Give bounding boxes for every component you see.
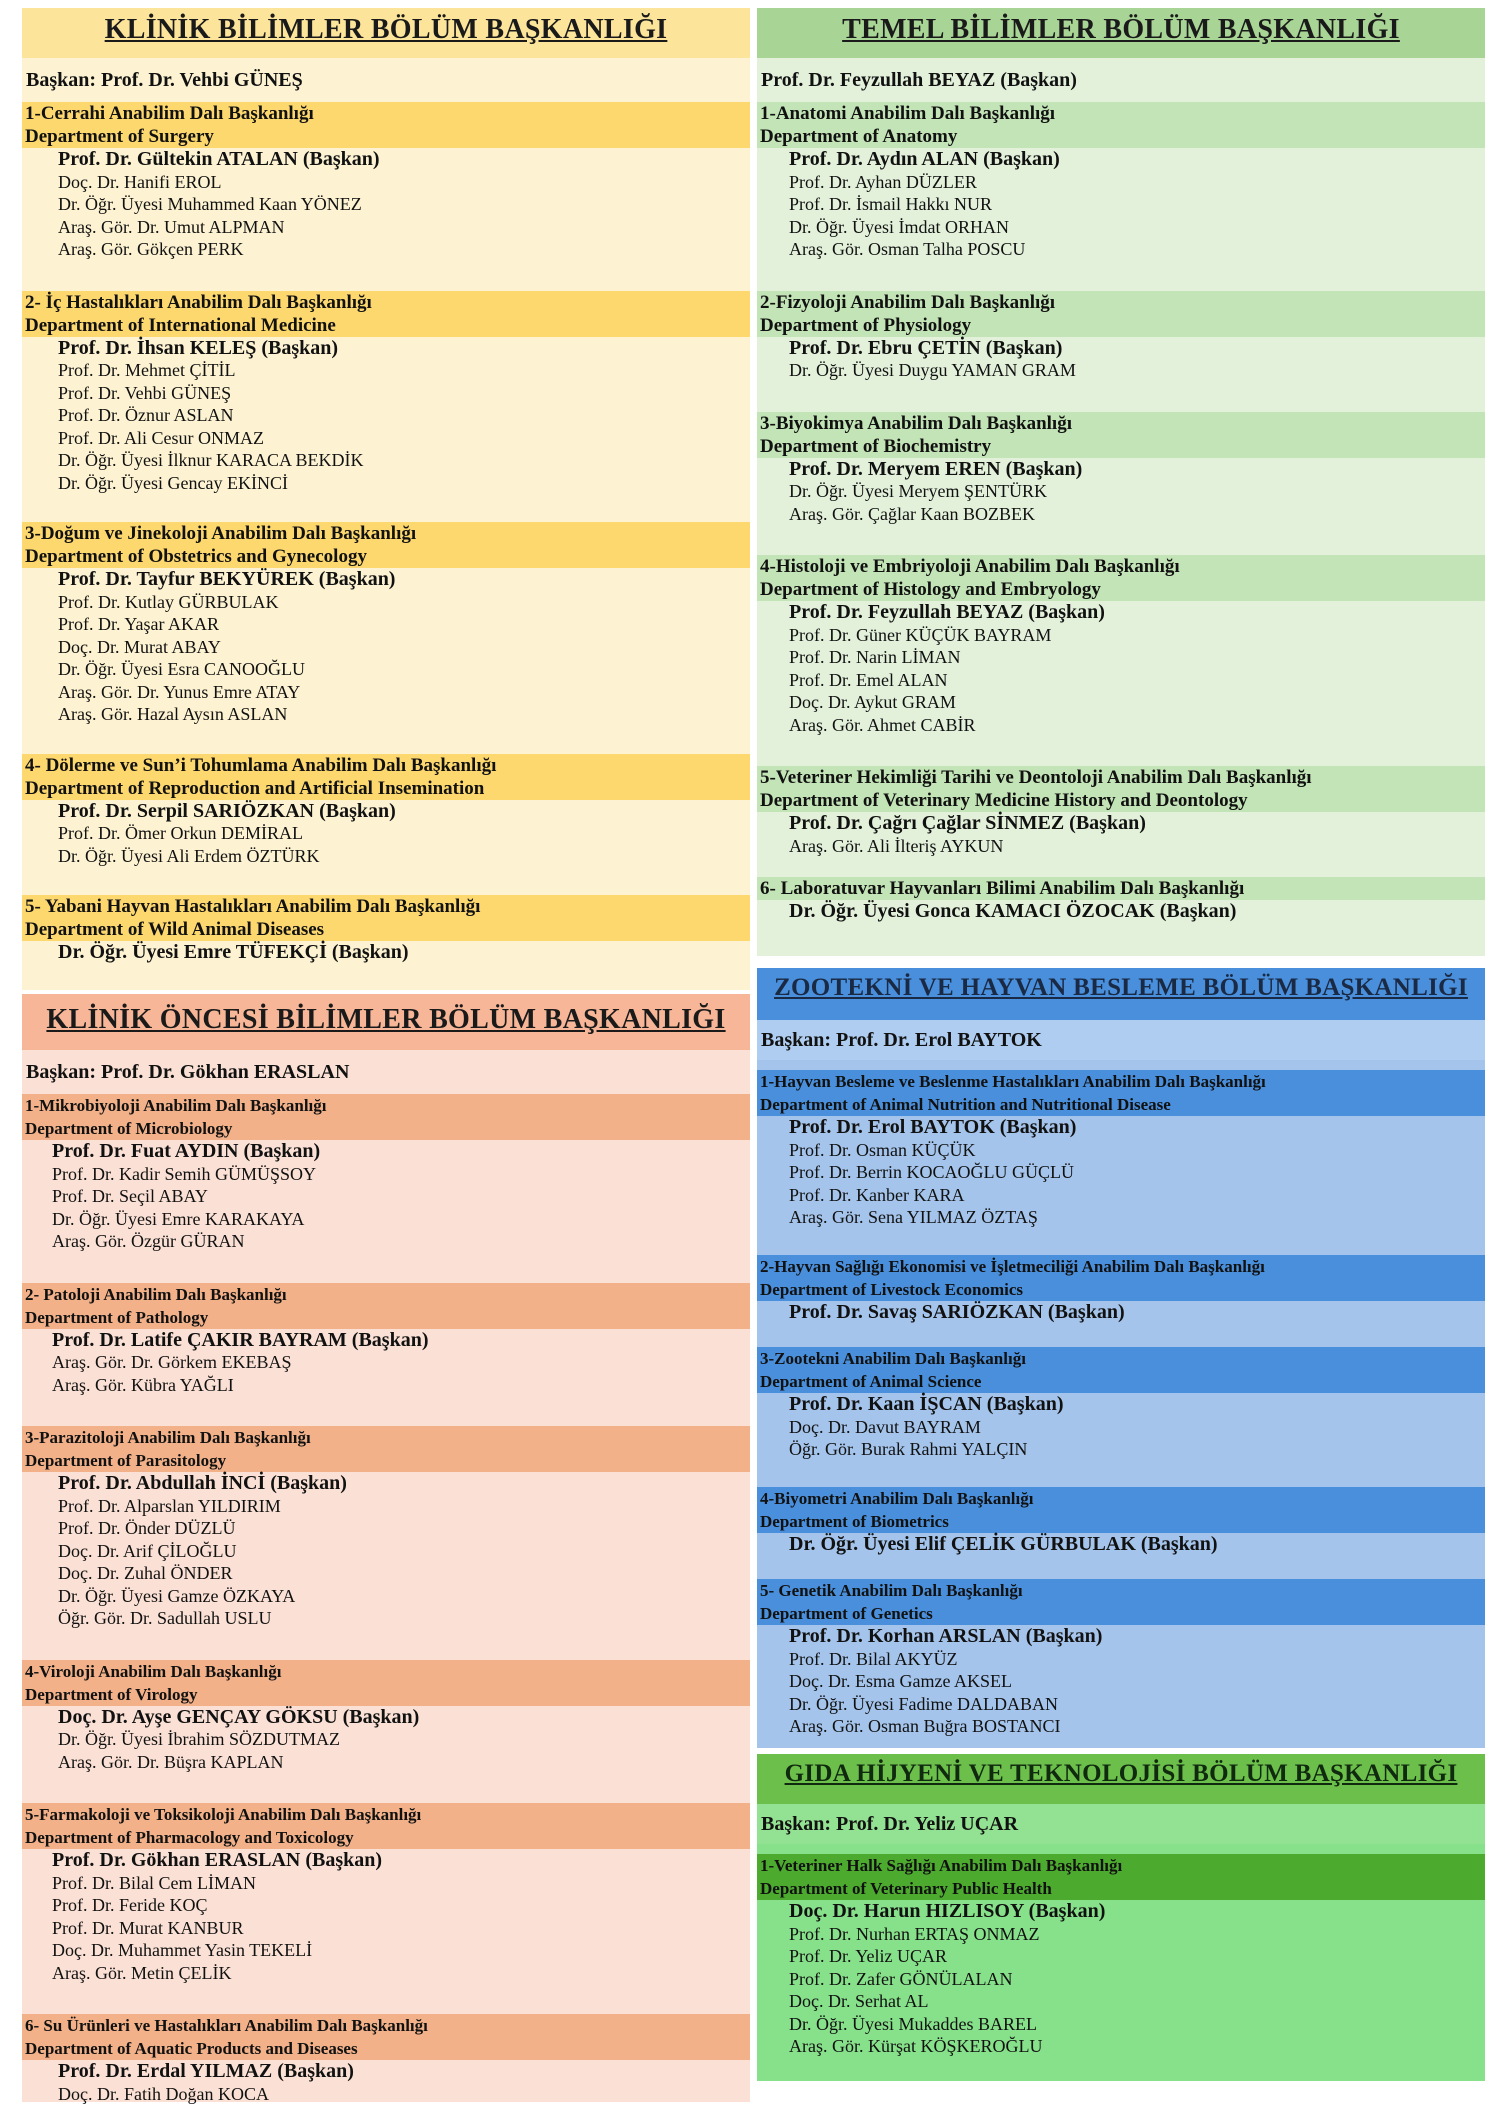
member: Araş. Gör. Dr. Büşra KAPLAN bbox=[58, 1751, 284, 1772]
unit-name-tr: 2-Fizyoloji Anabilim Dalı Başkanlığı bbox=[760, 291, 1056, 313]
member: Araş. Gör. Kürşat KÖŞKEROĞLU bbox=[789, 2036, 1043, 2056]
member: Doç. Dr. Zuhal ÖNDER bbox=[58, 1563, 233, 1583]
unit-name-tr: 4-Histoloji ve Embriyoloji Anabilim Dalı Başkanlığı bbox=[760, 556, 1180, 577]
unit-name-en: Department of Surgery bbox=[25, 126, 214, 147]
dept-temel bbox=[757, 8, 1485, 956]
member: Prof. Dr. Zafer GÖNÜLALAN bbox=[789, 1968, 1013, 1989]
unit-header bbox=[757, 1854, 1485, 1900]
unit-header bbox=[22, 2014, 750, 2060]
member: Prof. Dr. Mehmet ÇİTİL bbox=[58, 360, 236, 380]
dept-head: Prof. Dr. Feyzullah BEYAZ (Başkan) bbox=[761, 69, 1077, 91]
member: Araş. Gör. Metin ÇELİK bbox=[52, 1962, 232, 1983]
unit-header bbox=[22, 1094, 750, 1140]
member-head: Prof. Dr. Meryem EREN (Başkan) bbox=[789, 457, 1083, 480]
member-list bbox=[22, 1849, 750, 1984]
unit-block bbox=[757, 1255, 1485, 1324]
member-head: Prof. Dr. Aydın ALAN (Başkan) bbox=[789, 148, 1060, 170]
member: Prof. Dr. Nurhan ERTAŞ ONMAZ bbox=[789, 1923, 1040, 1944]
unit-name-en: Department of Wild Animal Diseases bbox=[25, 919, 325, 940]
unit-header bbox=[757, 555, 1485, 601]
unit-name-tr: 5- Yabani Hayvan Hastalıkları Anabilim Dalı Başkanlığı bbox=[25, 896, 481, 917]
member-head: Prof. Dr. Ebru ÇETİN (Başkan) bbox=[789, 336, 1063, 359]
member: Öğr. Gör. Burak Rahmi YALÇIN bbox=[789, 1439, 1028, 1459]
unit-header bbox=[757, 1347, 1485, 1393]
member: Araş. Gör. Dr. Yunus Emre ATAY bbox=[58, 681, 301, 702]
dept-zootekni bbox=[757, 968, 1485, 1748]
unit-name-en: Department of Veterinary Medicine History and Deontology bbox=[760, 790, 1248, 811]
unit-name-tr: 5- Genetik Anabilim Dalı Başkanlığı bbox=[760, 1581, 1023, 1600]
member-list bbox=[22, 1140, 750, 1253]
unit-name-en: Department of Animal Science bbox=[760, 1372, 982, 1391]
member: Dr. Öğr. Üyesi İmdat ORHAN bbox=[789, 216, 1009, 237]
unit-name-tr: 6- Su Ürünleri ve Hastalıkları Anabilim Dalı Başkanlığı bbox=[25, 2016, 428, 2035]
dept-title: TEMEL BİLİMLER BÖLÜM BAŞKANLIĞI bbox=[757, 8, 1485, 58]
member: Prof. Dr. Ömer Orkun DEMİRAL bbox=[58, 823, 303, 843]
member-list bbox=[757, 148, 1485, 261]
unit-name-tr: 4-Biyometri Anabilim Dalı Başkanlığı bbox=[760, 1488, 1034, 1508]
unit-header bbox=[22, 754, 750, 800]
unit-name-tr: 2- İç Hastalıkları Anabilim Dalı Başkanlığı bbox=[25, 291, 372, 313]
unit-name-en: Department of International Medicine bbox=[25, 314, 336, 336]
member: Prof. Dr. Murat KANBUR bbox=[52, 1917, 244, 1938]
member-head: Prof. Dr. Çağrı Çağlar SİNMEZ (Başkan) bbox=[789, 812, 1146, 834]
member-list bbox=[757, 601, 1485, 736]
unit-block bbox=[22, 1660, 750, 1774]
member-list bbox=[757, 812, 1485, 857]
unit-block bbox=[22, 1094, 750, 1253]
member-head: Doç. Dr. Harun HIZLISOY (Başkan) bbox=[789, 1900, 1106, 1922]
unit-name-tr: 3-Parazitoloji Anabilim Dalı Başkanlığı bbox=[25, 1428, 311, 1447]
unit-block bbox=[22, 895, 750, 964]
member-list bbox=[22, 800, 750, 868]
member: Dr. Öğr. Üyesi Ali Erdem ÖZTÜRK bbox=[58, 845, 320, 866]
member-head: Prof. Dr. Abdullah İNCİ (Başkan) bbox=[58, 1472, 347, 1494]
dept-head: Başkan: Prof. Dr. Yeliz UÇAR bbox=[757, 1804, 1485, 1844]
member-list bbox=[757, 900, 1485, 923]
unit-header bbox=[757, 766, 1485, 812]
member: Dr. Öğr. Üyesi Duygu YAMAN GRAM bbox=[789, 360, 1076, 380]
unit-name-en: Department of Physiology bbox=[760, 314, 972, 336]
unit-block bbox=[757, 412, 1485, 526]
unit-name-en: Department of Pathology bbox=[25, 1307, 209, 1327]
unit-block bbox=[757, 555, 1485, 736]
unit-block bbox=[22, 1283, 750, 1397]
member: Araş. Gör. Ali İlteriş AYKUN bbox=[789, 835, 1004, 856]
unit-name-en: Department of Anatomy bbox=[760, 126, 958, 147]
unit-header bbox=[22, 522, 750, 568]
member: Prof. Dr. Seçil ABAY bbox=[52, 1186, 208, 1206]
member-head: Dr. Öğr. Üyesi Gonca KAMACI ÖZOCAK (Başkan) bbox=[789, 900, 1237, 922]
unit-name-tr: 3-Zootekni Anabilim Dalı Başkanlığı bbox=[760, 1349, 1026, 1368]
unit-block bbox=[22, 522, 750, 726]
member-head: Dr. Öğr. Üyesi Emre TÜFEKÇİ (Başkan) bbox=[58, 941, 409, 963]
unit-header bbox=[757, 412, 1485, 458]
member: Dr. Öğr. Üyesi Fadime DALDABAN bbox=[789, 1693, 1058, 1714]
member: Doç. Dr. Fatih Doğan KOCA bbox=[58, 2083, 269, 2104]
unit-name-en: Department of Histology and Embryology bbox=[760, 579, 1101, 600]
member: Prof. Dr. Yaşar AKAR bbox=[58, 614, 220, 634]
member-list bbox=[757, 1393, 1485, 1461]
unit-name-tr: 1-Mikrobiyoloji Anabilim Dalı Başkanlığı bbox=[25, 1096, 327, 1115]
member: Prof. Dr. Önder DÜZLÜ bbox=[58, 1518, 236, 1538]
member: Dr. Öğr. Üyesi Mukaddes BAREL bbox=[789, 2013, 1037, 2034]
unit-block bbox=[22, 102, 750, 261]
member-head: Prof. Dr. Korhan ARSLAN (Başkan) bbox=[789, 1625, 1103, 1647]
member: Prof. Dr. Ali Cesur ONMAZ bbox=[58, 427, 264, 448]
member: Araş. Gör. Dr. Görkem EKEBAŞ bbox=[52, 1352, 292, 1372]
dept-title: KLİNİK BİLİMLER BÖLÜM BAŞKANLIĞI bbox=[22, 8, 750, 58]
unit-name-tr: 2-Hayvan Sağlığı Ekonomisi ve İşletmeciliği Anabilim Dalı Başkanlığı bbox=[760, 1256, 1265, 1276]
dept-head: Başkan: Prof. Dr. Gökhan ERASLAN bbox=[26, 1061, 350, 1083]
member: Doç. Dr. Aykut GRAM bbox=[789, 692, 956, 712]
member: Araş. Gör. Özgür GÜRAN bbox=[52, 1231, 245, 1251]
member: Prof. Dr. Yeliz UÇAR bbox=[789, 1946, 948, 1966]
unit-header bbox=[22, 291, 750, 337]
member-list bbox=[22, 337, 750, 495]
unit-name-tr: 6- Laboratuvar Hayvanları Bilimi Anabilim Dalı Başkanlığı bbox=[760, 878, 1245, 899]
member: Araş. Gör. Dr. Umut ALPMAN bbox=[58, 216, 285, 237]
member-list bbox=[757, 458, 1485, 526]
member: Prof. Dr. Bilal Cem LİMAN bbox=[52, 1872, 256, 1893]
unit-header bbox=[757, 877, 1485, 900]
unit-block bbox=[757, 291, 1485, 382]
member-list bbox=[757, 337, 1485, 382]
member: Dr. Öğr. Üyesi Esra CANOOĞLU bbox=[58, 659, 305, 679]
member-list bbox=[22, 1472, 750, 1630]
member: Dr. Öğr. Üyesi Gencay EKİNCİ bbox=[58, 472, 288, 493]
unit-block bbox=[757, 1854, 1485, 2058]
member: Prof. Dr. Narin LİMAN bbox=[789, 647, 961, 667]
member-head: Prof. Dr. Gültekin ATALAN (Başkan) bbox=[58, 148, 380, 170]
member: Doç. Dr. Murat ABAY bbox=[58, 636, 221, 657]
unit-header bbox=[757, 1487, 1485, 1533]
member: Araş. Gör. Ahmet CABİR bbox=[789, 714, 976, 735]
unit-name-en: Department of Genetics bbox=[760, 1604, 933, 1623]
member-list bbox=[22, 568, 750, 726]
member-list bbox=[22, 148, 750, 261]
member-list bbox=[757, 1116, 1485, 1229]
member: Doç. Dr. Serhat AL bbox=[789, 1991, 929, 2011]
unit-block bbox=[22, 1803, 750, 1984]
member: Prof. Dr. Feride KOÇ bbox=[52, 1895, 208, 1915]
unit-name-en: Department of Biometrics bbox=[760, 1511, 949, 1531]
unit-block bbox=[757, 1070, 1485, 1229]
unit-name-tr: 1-Cerrahi Anabilim Dalı Başkanlığı bbox=[25, 103, 314, 124]
unit-name-tr: 3-Biyokimya Anabilim Dalı Başkanlığı bbox=[760, 412, 1072, 434]
member: Prof. Dr. Öznur ASLAN bbox=[58, 405, 234, 425]
unit-name-en: Department of Biochemistry bbox=[760, 435, 992, 457]
unit-name-tr: 3-Doğum ve Jinekoloji Anabilim Dalı Başkanlığı bbox=[25, 523, 417, 544]
unit-header bbox=[22, 1660, 750, 1706]
member: Dr. Öğr. Üyesi Gamze ÖZKAYA bbox=[58, 1585, 296, 1606]
member-head: Prof. Dr. Erdal YILMAZ (Başkan) bbox=[58, 2060, 354, 2082]
unit-name-tr: 5-Farmakoloji ve Toksikoloji Anabilim Dalı Başkanlığı bbox=[25, 1805, 422, 1824]
member: Prof. Dr. Emel ALAN bbox=[789, 669, 948, 690]
unit-block bbox=[22, 1426, 750, 1630]
unit-header bbox=[757, 1255, 1485, 1301]
member: Prof. Dr. Alparslan YILDIRIM bbox=[58, 1495, 281, 1516]
unit-block bbox=[757, 877, 1485, 923]
member-head: Prof. Dr. Feyzullah BEYAZ (Başkan) bbox=[789, 601, 1105, 623]
member: Prof. Dr. Vehbi GÜNEŞ bbox=[58, 382, 232, 403]
dept-title: KLİNİK ÖNCESİ BİLİMLER BÖLÜM BAŞKANLIĞI bbox=[22, 994, 750, 1050]
unit-name-en: Department of Veterinary Public Health bbox=[760, 1879, 1052, 1898]
unit-block bbox=[22, 754, 750, 868]
member-head: Prof. Dr. İhsan KELEŞ (Başkan) bbox=[58, 336, 339, 359]
member: Araş. Gör. Çağlar Kaan BOZBEK bbox=[789, 503, 1035, 524]
unit-header bbox=[757, 291, 1485, 337]
unit-name-en: Department of Pharmacology and Toxicology bbox=[25, 1828, 354, 1847]
member: Doç. Dr. Muhammet Yasin TEKELİ bbox=[52, 1940, 313, 1960]
member: Prof. Dr. Güner KÜÇÜK BAYRAM bbox=[789, 624, 1052, 645]
member: Araş. Gör. Gökçen PERK bbox=[58, 239, 244, 259]
unit-name-tr: 1-Anatomi Anabilim Dalı Başkanlığı bbox=[760, 103, 1056, 124]
member: Dr. Öğr. Üyesi Meryem ŞENTÜRK bbox=[789, 481, 1047, 501]
dept-title: GIDA HİJYENİ VE TEKNOLOJİSİ BÖLÜM BAŞKANLIĞI bbox=[757, 1754, 1485, 1804]
member-list bbox=[22, 1706, 750, 1774]
unit-name-en: Department of Virology bbox=[25, 1684, 198, 1704]
member: Araş. Gör. Kübra YAĞLI bbox=[52, 1374, 234, 1395]
member: Prof. Dr. Berrin KOCAOĞLU GÜÇLÜ bbox=[789, 1162, 1074, 1182]
member-head: Prof. Dr. Kaan İŞCAN (Başkan) bbox=[789, 1393, 1064, 1415]
unit-name-en: Department of Livestock Economics bbox=[760, 1279, 1023, 1299]
member: Araş. Gör. Sena YILMAZ ÖZTAŞ bbox=[789, 1207, 1038, 1227]
unit-header bbox=[22, 1803, 750, 1849]
member: Dr. Öğr. Üyesi İbrahim SÖZDUTMAZ bbox=[58, 1729, 340, 1749]
unit-header bbox=[22, 102, 750, 148]
member: Araş. Gör. Osman Talha POSCU bbox=[789, 239, 1026, 259]
member: Doç. Dr. Esma Gamze AKSEL bbox=[789, 1671, 1012, 1691]
unit-block bbox=[757, 102, 1485, 261]
dept-head: Başkan: Prof. Dr. Vehbi GÜNEŞ bbox=[26, 69, 303, 91]
unit-block bbox=[757, 1347, 1485, 1461]
member: Araş. Gör. Osman Buğra BOSTANCI bbox=[789, 1716, 1061, 1736]
member-head: Prof. Dr. Fuat AYDIN (Başkan) bbox=[52, 1140, 321, 1162]
member: Prof. Dr. Osman KÜÇÜK bbox=[789, 1139, 976, 1160]
member-head: Prof. Dr. Erol BAYTOK (Başkan) bbox=[789, 1116, 1077, 1138]
unit-block bbox=[757, 766, 1485, 857]
unit-block bbox=[757, 1579, 1485, 1738]
member-head: Prof. Dr. Gökhan ERASLAN (Başkan) bbox=[52, 1849, 383, 1871]
unit-header bbox=[757, 102, 1485, 148]
member: Prof. Dr. Kutlay GÜRBULAK bbox=[58, 591, 279, 612]
member-head: Prof. Dr. Savaş SARIÖZKAN (Başkan) bbox=[789, 1300, 1125, 1323]
dept-head: Başkan: Prof. Dr. Erol BAYTOK bbox=[757, 1020, 1485, 1060]
dept-klinik-oncesi bbox=[22, 994, 750, 2102]
member-list bbox=[757, 1301, 1485, 1324]
unit-name-en: Department of Microbiology bbox=[25, 1119, 233, 1138]
member-head: Doç. Dr. Ayşe GENÇAY GÖKSU (Başkan) bbox=[58, 1705, 420, 1728]
member-list bbox=[22, 2060, 750, 2105]
unit-block bbox=[22, 291, 750, 495]
unit-name-en: Department of Obstetrics and Gynecology bbox=[25, 546, 367, 567]
member: Öğr. Gör. Dr. Sadullah USLU bbox=[58, 1608, 272, 1628]
unit-name-tr: 1-Veteriner Halk Sağlığı Anabilim Dalı Başkanlığı bbox=[760, 1856, 1123, 1875]
dept-gida bbox=[757, 1754, 1485, 2081]
unit-header bbox=[22, 895, 750, 941]
member-list bbox=[757, 1900, 1485, 2058]
member: Doç. Dr. Arif ÇİLOĞLU bbox=[58, 1540, 237, 1561]
member: Dr. Öğr. Üyesi İlknur KARACA BEKDİK bbox=[58, 450, 364, 470]
member-list bbox=[757, 1533, 1485, 1556]
unit-header bbox=[757, 1070, 1485, 1116]
member-head: Dr. Öğr. Üyesi Elif ÇELİK GÜRBULAK (Başkan) bbox=[789, 1532, 1218, 1555]
unit-name-tr: 1-Hayvan Besleme ve Beslenme Hastalıkları Anabilim Dalı Başkanlığı bbox=[760, 1072, 1266, 1091]
member: Doç. Dr. Hanifi EROL bbox=[58, 171, 222, 192]
unit-header bbox=[22, 1283, 750, 1329]
member: Prof. Dr. Bilal AKYÜZ bbox=[789, 1648, 958, 1669]
member-list bbox=[22, 941, 750, 964]
dept-klinik bbox=[22, 8, 750, 990]
member: Prof. Dr. Kanber KARA bbox=[789, 1184, 965, 1205]
member-list bbox=[757, 1625, 1485, 1738]
unit-block bbox=[757, 1487, 1485, 1556]
member-list bbox=[22, 1329, 750, 1397]
member: Doç. Dr. Davut BAYRAM bbox=[789, 1416, 981, 1437]
member: Prof. Dr. Ayhan DÜZLER bbox=[789, 171, 977, 192]
unit-name-en: Department of Animal Nutrition and Nutritional Disease bbox=[760, 1095, 1171, 1114]
unit-name-tr: 4-Viroloji Anabilim Dalı Başkanlığı bbox=[25, 1661, 282, 1681]
dept-title: ZOOTEKNİ VE HAYVAN BESLEME BÖLÜM BAŞKANLIĞI bbox=[757, 968, 1485, 1020]
unit-name-tr: 4- Dölerme ve Sun’i Tohumlama Anabilim Dalı Başkanlığı bbox=[25, 754, 497, 776]
member-head: Prof. Dr. Tayfur BEKYÜREK (Başkan) bbox=[58, 568, 396, 590]
member: Prof. Dr. Kadir Semih GÜMÜŞSOY bbox=[52, 1163, 317, 1184]
unit-name-en: Department of Aquatic Products and Diseases bbox=[25, 2039, 358, 2058]
unit-name-en: Department of Reproduction and Artificial Insemination bbox=[25, 777, 485, 799]
member: Dr. Öğr. Üyesi Muhammed Kaan YÖNEZ bbox=[58, 194, 362, 214]
unit-block bbox=[22, 2014, 750, 2105]
member: Araş. Gör. Hazal Aysın ASLAN bbox=[58, 704, 288, 724]
member-head: Prof. Dr. Serpil SARIÖZKAN (Başkan) bbox=[58, 799, 396, 822]
member: Prof. Dr. İsmail Hakkı NUR bbox=[789, 194, 992, 214]
member-head: Prof. Dr. Latife ÇAKIR BAYRAM (Başkan) bbox=[52, 1328, 429, 1351]
member: Dr. Öğr. Üyesi Emre KARAKAYA bbox=[52, 1208, 305, 1229]
unit-header bbox=[22, 1426, 750, 1472]
unit-name-tr: 2- Patoloji Anabilim Dalı Başkanlığı bbox=[25, 1284, 287, 1304]
unit-name-tr: 5-Veteriner Hekimliği Tarihi ve Deontoloji Anabilim Dalı Başkanlığı bbox=[760, 767, 1312, 788]
unit-header bbox=[757, 1579, 1485, 1625]
unit-name-en: Department of Parasitology bbox=[25, 1451, 227, 1470]
